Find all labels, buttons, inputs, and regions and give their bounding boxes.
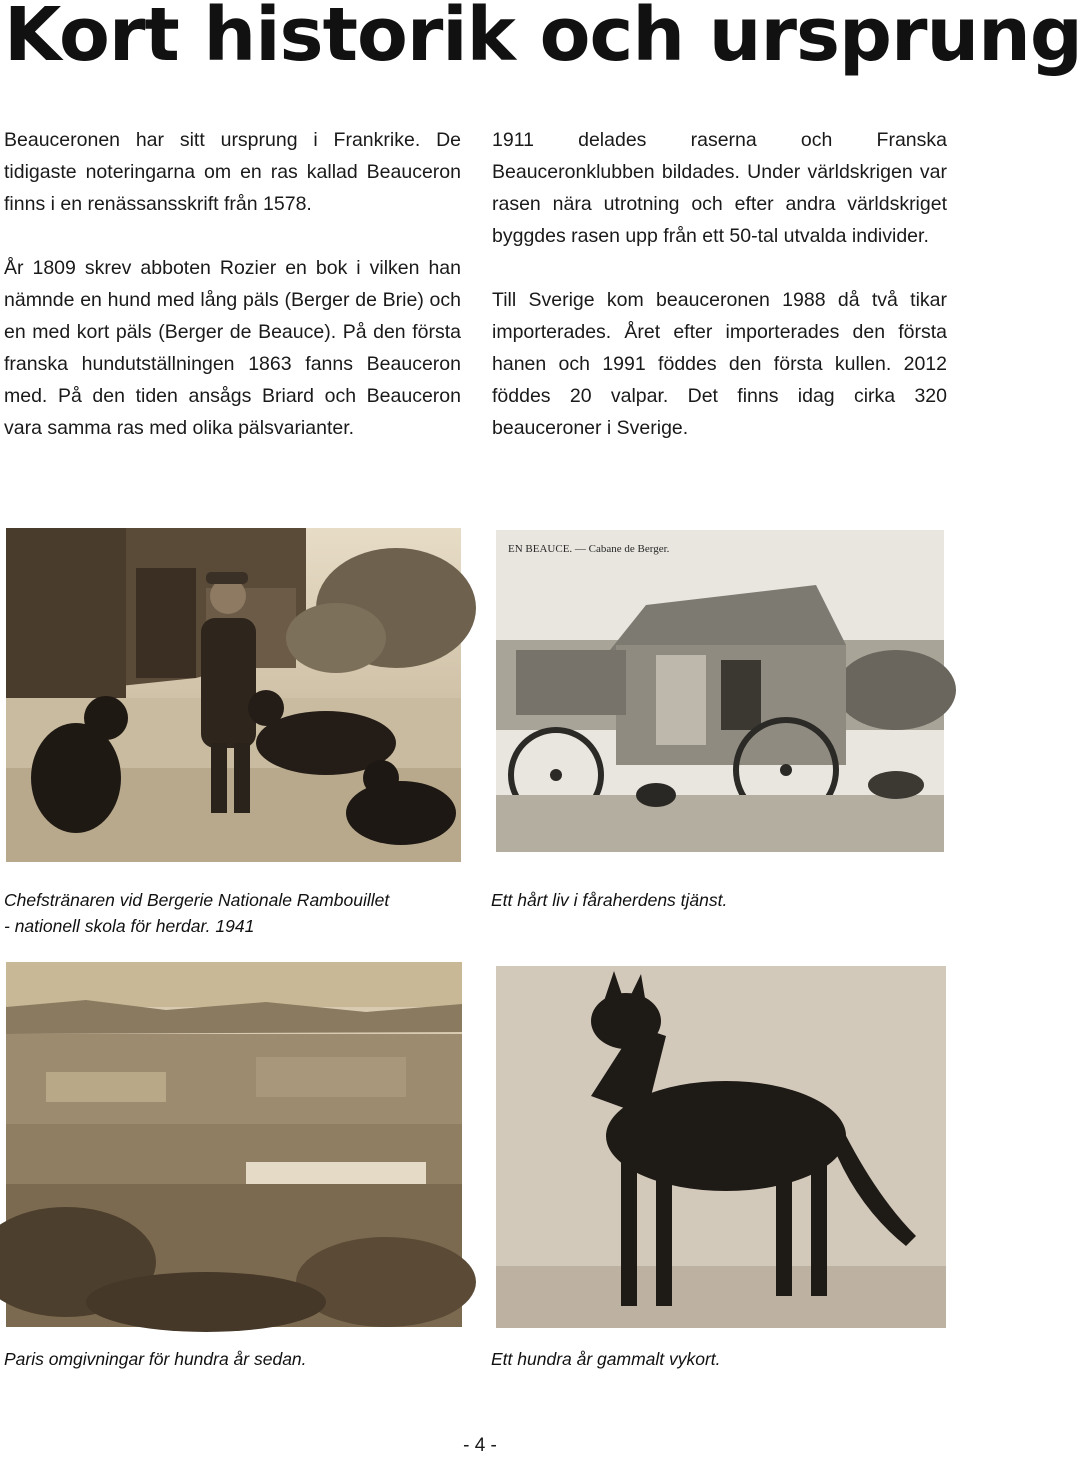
paragraph-history: År 1809 skrev abboten Rozier en bok i vilken han nämnde en hund med lång päls (Berger de Brie) och en med kort päls (Berger de Beauce). På den första franska hundutställningen 1863 fanns Beauceron med. På den tiden ansågs Briard och Beauceron vara samma ras med olika pälsvarianter.: [4, 257, 461, 439]
page-title: Kort historik och ursprung: [4, 0, 1082, 78]
left-text-column: [4, 124, 461, 476]
paragraph-origin: Beauceronen har sitt ursprung i Frankrike. De tidigaste noteringarna om en ras kallad Beauceron finns i en renässansskrift från 1578.: [4, 129, 461, 215]
right-text-column: [492, 124, 947, 476]
paragraph-sweden: Till Sverige kom beauceronen 1988 då två tikar importerades. Året efter importerades den första hanen och 1991 föddes den första kullen. 2012 föddes 20 valpar. Det finns idag cirka 320 beauceroner i Sverige.: [492, 289, 947, 439]
caption-man-with-dogs: Chefstränaren vid Bergerie Nationale Rambouillet - nationell skola för herdar. 1941: [4, 890, 390, 936]
paragraph-club: 1911 delades raserna och Franska Beauceronklubben bildades. Under världskrigen var rasen nära utrotning och efter andra världskriget byggdes rasen upp från ett 50-tal utvalda individer.: [492, 129, 947, 247]
caption-landscape: Paris omgivningar för hundra år sedan.: [4, 1349, 307, 1369]
landscape-photo: [6, 962, 462, 1327]
dog-portrait-photo: [496, 966, 946, 1328]
man-with-dogs-photo: [6, 528, 461, 862]
postcard-label: EN BEAUCE. — Cabane de Berger.: [508, 543, 670, 555]
caption-dog-portrait: Ett hundra år gammalt vykort.: [491, 1349, 721, 1369]
shepherd-hut-photo: [496, 530, 944, 852]
page-number: - 4 -: [463, 1435, 497, 1456]
caption-shepherd-hut: Ett hårt liv i fåraherdens tjänst.: [491, 890, 728, 910]
